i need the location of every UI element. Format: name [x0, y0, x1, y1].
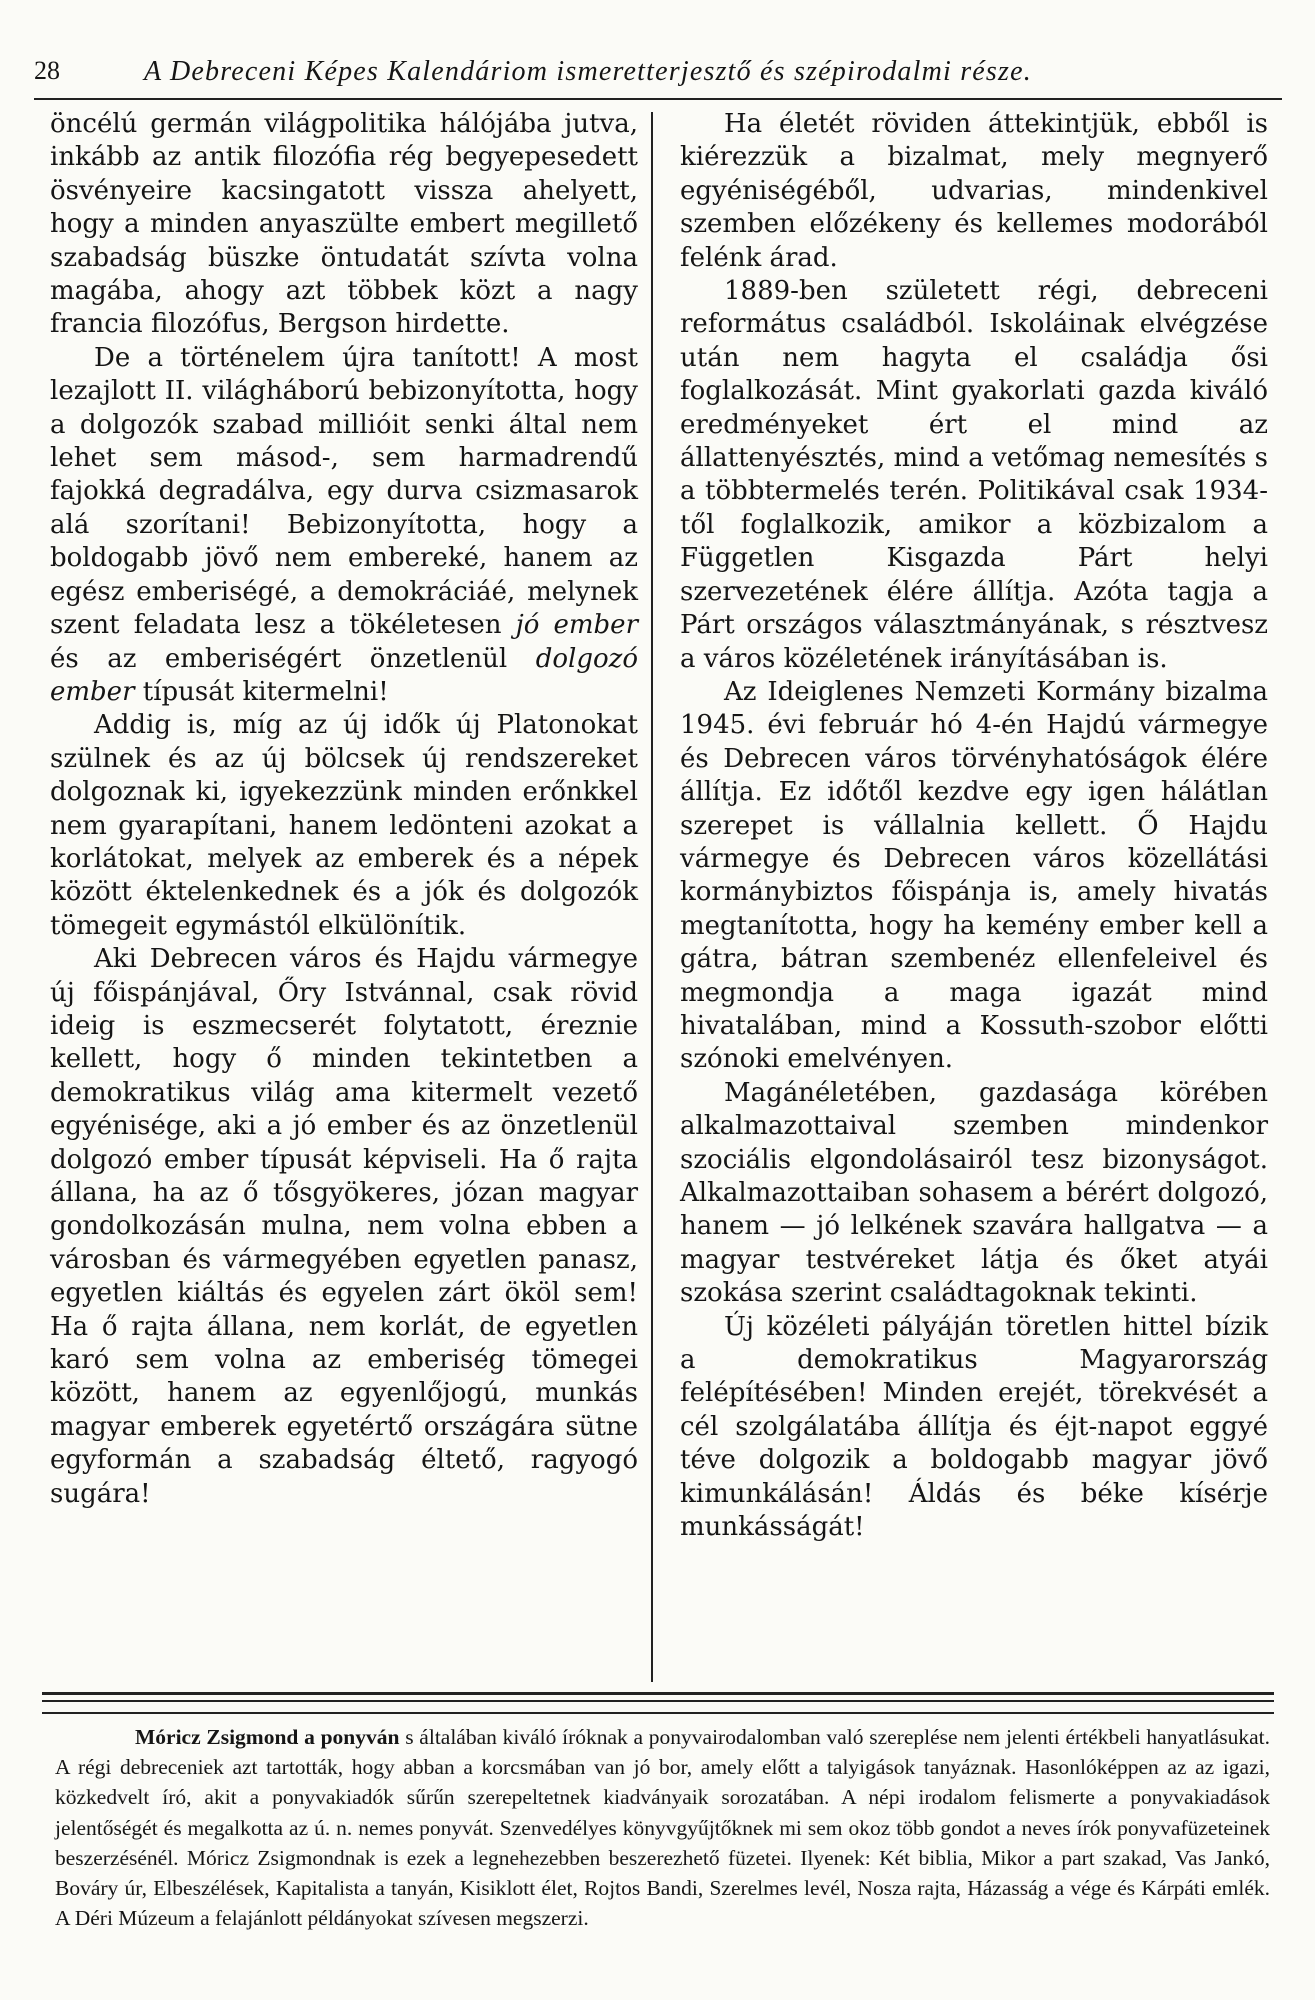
right-paragraph-1: Ha életét röviden áttekintjük, ebből is kiérezzük a bizalmat, mely megnyerő egyéniségéből, udvarias, mindenkivel szemben előzékeny és kellemes modorából felénk árad.: [680, 109, 1268, 273]
right-paragraph-2: 1889-ben született régi, debreceni református családból. Iskoláinak elvégzése után nem hagyta el családja ősi foglalkozását. Mint gyakorlati gazda kiváló eredményeket ért el mind az állattenyésztés, mind a vetőmag nemesítés s a többtermelés terén. Politikával csak 1934-től foglalkozik, amikor a közbizalom a Független Kisgazda Párt helyi szervezetének élére állítja. Azóta tagja a Párt országos választmányának, s résztvesz a város közéletének irányításában is.: [680, 276, 1268, 674]
page-number: 28: [34, 56, 60, 85]
header-rule: [34, 98, 1282, 100]
footnote-rule-thin: [42, 1700, 1274, 1702]
footnote-text: s általában kiváló íróknak a ponyvairodalomban való szereplése nem jelenti értékbeli hanyatlásukat. A régi debreceniek azt tartották, hogy abban a korcsmában van jó bor, amely előtt a talyigások tanyáznak. Hasonlóképpen az az igazi, közkedvelt író, akit a ponyvakiadók sűrűn szerepeltetnek kiadványaik sorozatában. A népi irodalom felismerte a ponyvakiadások jelentőségét és megalkotta az ú. n. nemes ponyvát. Szenvedélyes könyvgyűjtőknek mi sem okoz több gondot a neves írók ponyvafüzeteinek beszerzésénél. Móricz Zsigmondnak is ezek a legnehezebben beszerezhető füzetei. Ilyenek: Két biblia, Mikor a part szakad, Vas Jankó, Bováry úr, Elbeszélések, Kapitalista a tanyán, Kisiklott élet, Rojtos Bandi, Szerelmes levél, Nosza rajta, Házasság a vége és Kárpáti emlék. A Déri Múzeum a felajánlott példányokat szívesen megszerzi.: [55, 1725, 1270, 1931]
footnote: [55, 1722, 1270, 1933]
running-title: A Debreceni Képes Kalendáriom ismeretterjesztő és szépirodalmi része.: [144, 56, 1032, 87]
left-paragraph-2: [50, 342, 638, 709]
right-paragraph-4: Magánéletében, gazdasága körében alkalmazottaival szemben mindenkor szociális elgondolásairól tesz bizonyságot. Alkalmazottaiban sohasem a bérért dolgozó, hanem — jó lelkének szavára hallgatva — a magyar testvéreket látja és őket atyái szokása szerint családtagoknak tekinti.: [680, 1077, 1268, 1309]
running-header: [34, 56, 1282, 96]
left-column: [50, 108, 638, 1511]
footnote-rule-lower: [42, 1712, 1274, 1714]
left-paragraph-2-part-c: típusát kitermelni!: [142, 676, 389, 707]
right-paragraph-5: Új közéleti pályáján töretlen hittel bízik a demokratikus Magyarország felépítésében! Minden erejét, törekvését a cél szolgálatába állítja és éjt-napot eggyé téve dolgozik a boldogabb magyar jövő kimunkálásán! Áldás és béke kísérje munkásságát!: [680, 1311, 1268, 1543]
left-paragraph-4: Aki Debrecen város és Hajdu vármegye új főispánjával, Őry Istvánnal, csak rövid ideig is eszmecserét folytatott, éreznie kellett, hogy ő minden tekintetben a demokratikus világ ama kitermelt vezető egyénisége, aki a jó ember és az önzetlenül dolgozó ember típusát képviseli. Ha ő rajta állana, ha az ő tősgyökeres, józan magyar gondolkozásán mulna, nem volna ebben a városban és vármegyében egyetlen panasz, egyetlen kiáltás és egyelen zárt ököl sem! Ha ő rajta állana, nem korlát, de egyetlen karó sem volna az emberiség tömegei között, hanem az egyenlőjogú, munkás magyar emberek egyetértő országára sütne egyformán a szabadság éltető, ragyogó sugára!: [50, 944, 638, 1509]
right-column: [680, 108, 1268, 1544]
right-paragraph-3: Az Ideiglenes Nemzeti Kormány bizalma 1945. évi február hó 4-én Hajdú vármegye és Debrecen város törvényhatóságok élére állítja. Ez időtől kezdve egy igen hálátlan szerepet is vállalnia kellett. Ő Hajdu vármegye és Debrecen város közellátási kormánybiztos főispánja is, amely hivatás megtanította, hogy ha kemény ember kell a gátra, bátran szembenéz ellenfeleivel és megmondja a maga igazát mind hivatalában, mind a Kossuth-szobor előtti szónoki emelvényen.: [680, 676, 1268, 1075]
footnote-lead: Móricz Zsigmond a ponyván: [135, 1725, 400, 1749]
left-paragraph-1: öncélú germán világpolitika hálójába jutva, inkább az antik filozófia rég begyepesedett ösvényeire kacsingatott vissza ahelyett, hogy a minden anyaszülte embert megillető szabadság büszke öntudatát szívta volna magába, ahogy azt többek közt a nagy francia filozófus, Bergson hirdette.: [50, 109, 638, 340]
emphasis-good-man: jó ember: [515, 610, 638, 641]
left-paragraph-2-part-b: és az emberiségért önzetlenül: [50, 643, 508, 674]
left-paragraph-3: Addig is, míg az új idők új Platonokat szülnek és az új bölcsek új rendszereket dolgoznak ki, igyekezzünk minden erőnkkel nem gyarapítani, hanem ledönteni azokat a korlátokat, melyek az emberek és a népek között éktelenkednek és a jók és dolgozók tömegeit egymástól elkülönítik.: [50, 710, 638, 941]
column-divider: [651, 112, 653, 1682]
left-paragraph-2-part-a: De a történelem újra tanított! A most lezajlott II. világháború bebizonyította, hogy a dolgozók szabad millióit senki által nem lehet sem másod-, sem harmadrendű fajokká degradálva, egy durva csizmasarok alá szorítani! Bebizonyította, hogy a boldogabb jövő nem embereké, hanem az egész emberiségé, a demokráciáé, melynek szent feladata lesz a tökéletesen: [50, 342, 638, 641]
emphasis-working-man: dolgozó ember: [50, 643, 638, 707]
footnote-rule-thick: [42, 1692, 1274, 1695]
